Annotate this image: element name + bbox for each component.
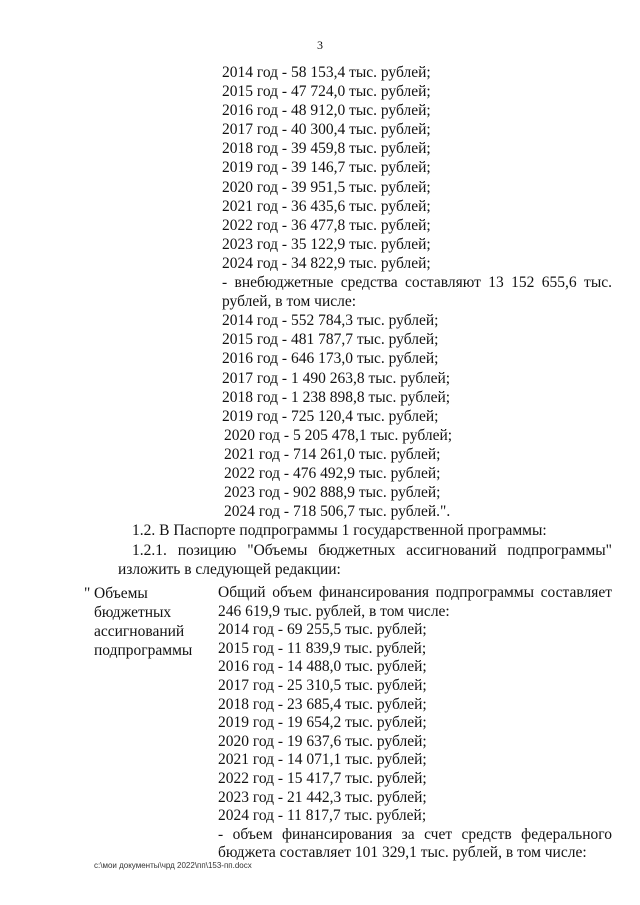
page-number: 3	[317, 38, 323, 52]
list-item: 2024 год - 34 822,9 тыс. рублей;	[222, 254, 431, 272]
opening-quote: "	[84, 585, 91, 602]
funding-list-top	[222, 63, 612, 521]
list-item: 2021 год - 14 071,1 тыс. рублей;	[218, 751, 427, 769]
list-item: 2023 год - 21 442,3 тыс. рублей;	[218, 788, 427, 806]
list-item: 2015 год - 11 839,9 тыс. рублей;	[218, 639, 427, 657]
list-item: 2014 год - 69 255,5 тыс. рублей;	[218, 621, 427, 639]
list-item: 2020 год - 39 951,5 тыс. рублей;	[222, 178, 431, 196]
list-item: 2017 год - 40 300,4 тыс. рублей;	[222, 121, 431, 139]
list-item: 2022 год - 476 492,9 тыс. рублей;	[224, 464, 441, 482]
list-item: 2023 год - 902 888,9 тыс. рублей;	[224, 484, 441, 502]
list-item: 2020 год - 5 205 478,1 тыс. рублей;	[224, 426, 453, 444]
list-item: 2016 год - 646 173,0 тыс. рублей;	[222, 350, 439, 368]
list-item: 2019 год - 39 146,7 тыс. рублей;	[222, 159, 431, 177]
list-item: 2017 год - 1 490 263,8 тыс. рублей;	[222, 369, 451, 387]
list-item: 2016 год - 48 912,0 тыс. рублей;	[222, 102, 431, 120]
table-right-column	[218, 584, 612, 863]
list-item: 2023 год - 35 122,9 тыс. рублей;	[222, 235, 431, 253]
table-left-label: Объемы бюджетных ассигнований подпрограммы	[94, 585, 193, 659]
offbudget-line-2: рублей, в том числе:	[222, 293, 357, 311]
list-item: 2024 год - 718 506,7 тыс. рублей.".	[224, 503, 451, 521]
list-item: 2014 год - 58 153,4 тыс. рублей;	[222, 64, 431, 81]
paragraph-1-2: 1.2. В Паспорте подпрограммы 1 государственной программы:	[132, 522, 547, 539]
list-item: 2015 год - 481 787,7 тыс. рублей;	[222, 331, 439, 349]
list-item: 2014 год - 552 784,3 тыс. рублей;	[222, 312, 439, 330]
total-line-2: 246 619,9 тыс. рублей, в том числе:	[218, 602, 450, 620]
list-item: 2020 год - 19 637,6 тыс. рублей;	[218, 732, 427, 750]
list-item: 2019 год - 19 654,2 тыс. рублей;	[218, 714, 427, 732]
list-item: 2019 год - 725 120,4 тыс. рублей;	[222, 407, 439, 425]
federal-line-2: бюджета составляет 101 329,1 тыс. рублей, в том числе:	[218, 844, 587, 862]
list-item: 2016 год - 14 488,0 тыс. рублей;	[218, 658, 427, 676]
list-item: 2022 год - 36 477,8 тыс. рублей;	[222, 216, 431, 234]
paragraph-1-2-1: 1.2.1. позицию "Объемы бюджетных ассигнований подпрограммы" изложить в следующей редакции:	[118, 542, 612, 578]
list-item: 2018 год - 39 459,8 тыс. рублей;	[222, 140, 431, 158]
list-item: 2015 год - 47 724,0 тыс. рублей;	[222, 83, 431, 101]
total-line-1: Общий объем финансирования подпрограммы составляет	[218, 584, 612, 601]
list-item: 2018 год - 23 685,4 тыс. рублей;	[218, 695, 427, 713]
list-item: 2021 год - 36 435,6 тыс. рублей;	[222, 197, 431, 215]
federal-line-1: - объем финансирования за счет средств федерального	[218, 825, 612, 843]
list-item: 2024 год - 11 817,7 тыс. рублей;	[218, 807, 427, 825]
list-item: 2018 год - 1 238 898,8 тыс. рублей;	[222, 388, 451, 406]
offbudget-line-1: - внебюджетные средства составляют 13 152 655,6 тыс.	[222, 274, 612, 292]
list-item: 2021 год - 714 261,0 тыс. рублей;	[224, 445, 441, 463]
list-item: 2022 год - 15 417,7 тыс. рублей;	[218, 769, 427, 787]
footer-file-path: c:\мои документы\чрд 2022\пп\153-пп.docx	[94, 861, 252, 870]
list-item: 2017 год - 25 310,5 тыс. рублей;	[218, 676, 427, 694]
